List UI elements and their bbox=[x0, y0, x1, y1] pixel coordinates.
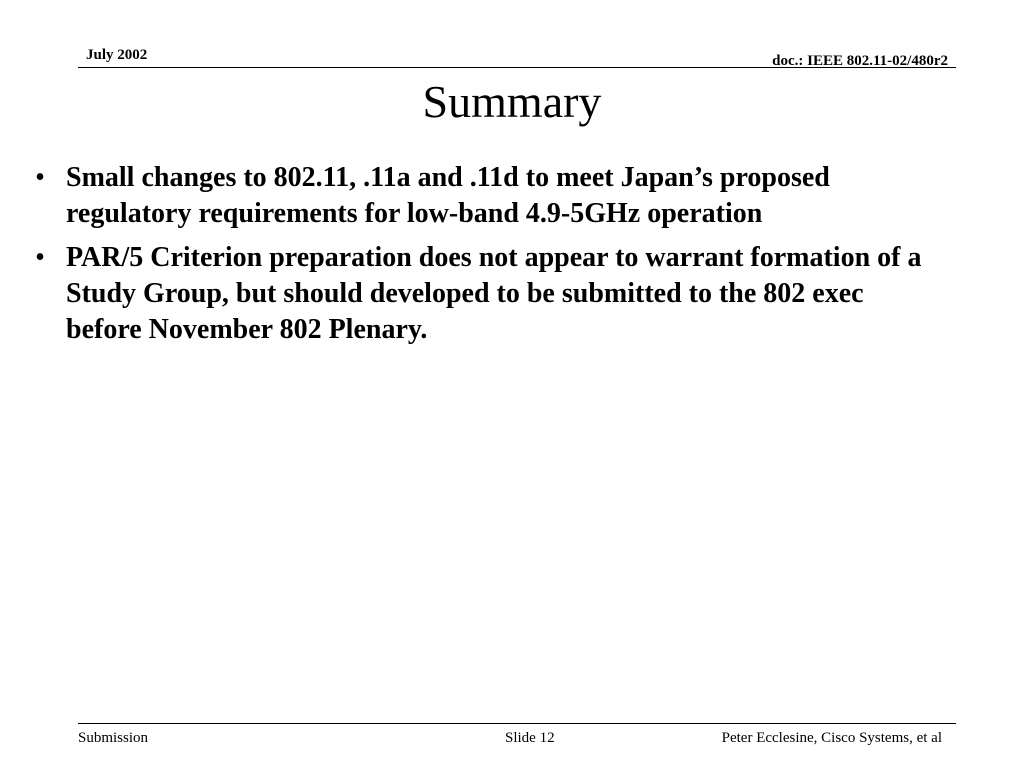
bullet-text: Small changes to 802.11, .11a and .11d to meet Japan’s proposed regulatory requirements for low-band 4.9-5GHz operation bbox=[66, 162, 830, 229]
footer-author: Peter Ecclesine, Cisco Systems, et al bbox=[721, 730, 942, 746]
bullet-item bbox=[30, 160, 930, 232]
header-doc-id: doc.: IEEE 802.11-02/480r2 bbox=[772, 53, 948, 69]
header-divider bbox=[78, 67, 956, 68]
footer-divider bbox=[78, 723, 956, 724]
bullet-icon: • bbox=[35, 242, 45, 273]
bullet-text: PAR/5 Criterion preparation does not appear to warrant formation of a Study Group, but should developed to be submitted to the 802 exec before November 802 Plenary. bbox=[66, 242, 922, 345]
slide-title: Summary bbox=[422, 76, 602, 127]
header-date: July 2002 bbox=[86, 47, 148, 63]
bullet-icon: • bbox=[35, 162, 45, 193]
bullet-item bbox=[30, 240, 930, 348]
footer-slide-number: Slide 12 bbox=[505, 730, 555, 746]
bullet-list bbox=[30, 160, 930, 356]
footer-submission: Submission bbox=[78, 730, 149, 746]
